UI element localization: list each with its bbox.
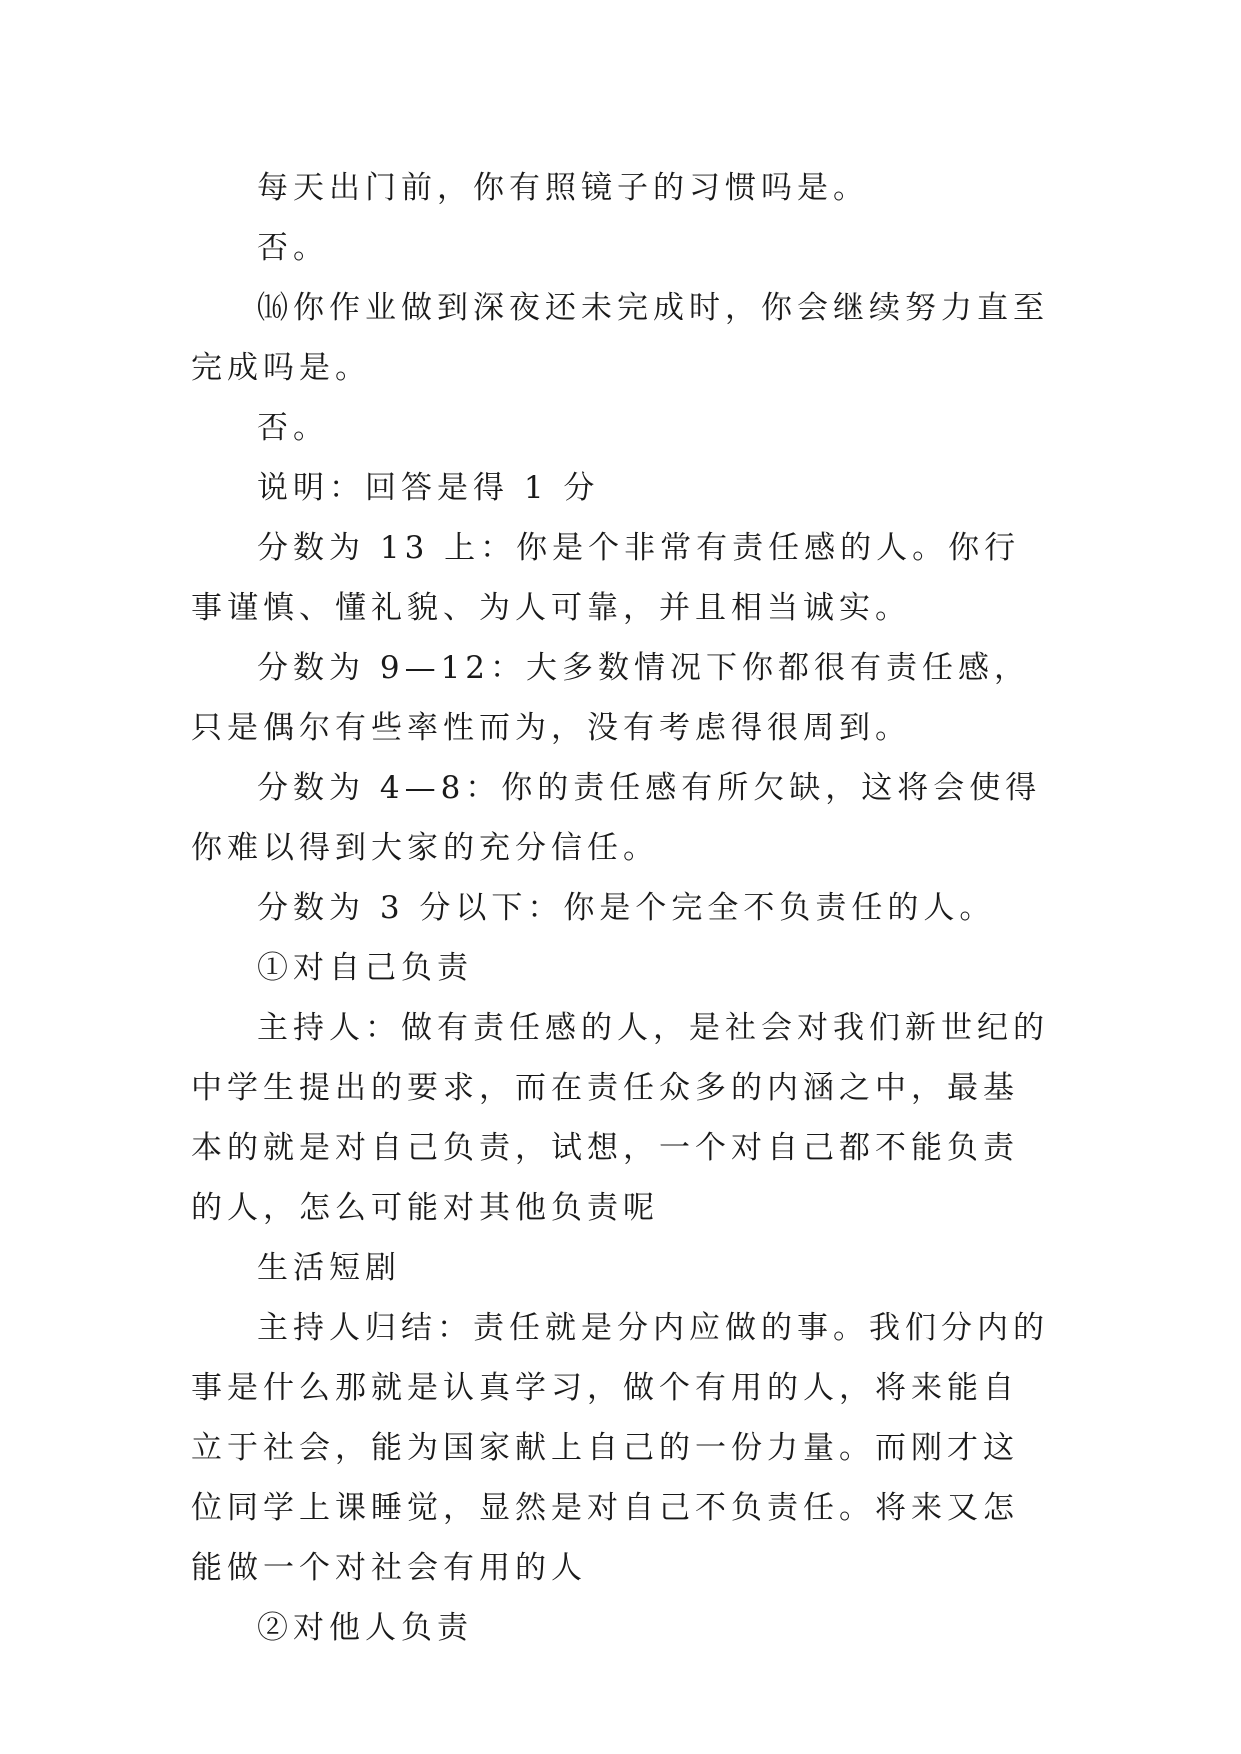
paragraph-score-4-8: 分数为 4—8：你的责任感有所欠缺，这将会使得你难以得到大家的充分信任。 <box>191 770 1042 866</box>
paragraph-mirror-habit-question: 每天出门前，你有照镜子的习惯吗是。 <box>257 170 869 206</box>
paragraph-host-summary: 主持人归结：责任就是分内应做的事。我们分内的事是什么那就是认真学习，做个有用的人，将来能自立于社会，能为国家献上自己的一份力量。而刚才这位同学上课睡觉，显然是对自己不负责任。将来又怎能做一个对社会有用的人 <box>191 1310 1049 1586</box>
document-page <box>191 158 1051 1658</box>
paragraph-answer-no-1: 否。 <box>257 230 329 266</box>
paragraph-answer-no-2: 否。 <box>257 410 329 446</box>
paragraph-score-13-plus: 分数为 13 上：你是个非常有责任感的人。你行事谨慎、懂礼貌、为人可靠，并且相当诚实。 <box>191 530 1021 626</box>
section-heading-self-responsibility: ①对自己负责 <box>257 950 473 986</box>
paragraph-homework-question: ⒃你作业做到深夜还未完成时，你会继续努力直至完成吗是。 <box>191 290 1049 386</box>
paragraph-host-intro: 主持人：做有责任感的人，是社会对我们新世纪的中学生提出的要求，而在责任众多的内涵之中，最基本的就是对自己负责，试想，一个对自己都不能负责的人，怎么可能对其他负责呢 <box>191 1010 1049 1226</box>
paragraph-scoring-note: 说明：回答是得 1 分 <box>257 470 600 506</box>
section-heading-life-skit: 生活短剧 <box>257 1250 401 1286</box>
paragraph-score-9-12: 分数为 9—12：大多数情况下你都很有责任感，只是偶尔有些率性而为，没有考虑得很周到。 <box>191 650 1031 746</box>
paragraph-score-below-3: 分数为 3 分以下：你是个完全不负责任的人。 <box>257 890 996 926</box>
section-heading-others-responsibility: ②对他人负责 <box>257 1610 473 1646</box>
